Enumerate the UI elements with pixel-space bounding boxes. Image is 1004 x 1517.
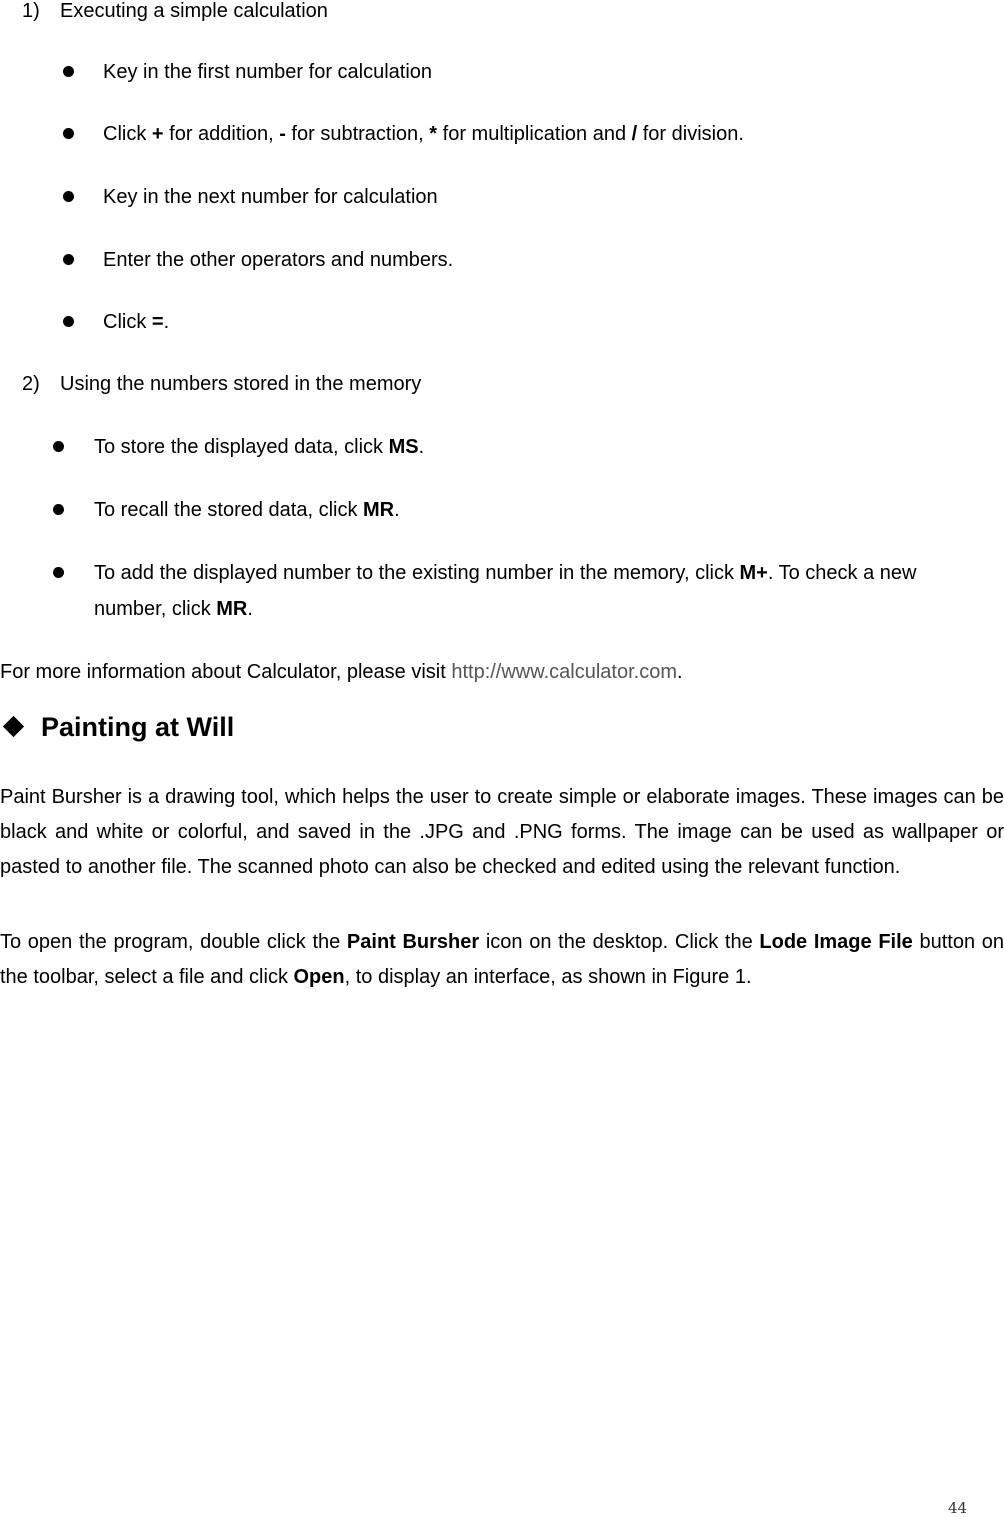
bullet-dot bbox=[53, 504, 64, 515]
section-heading: Painting at Will bbox=[0, 711, 234, 743]
list-item: Click =. bbox=[103, 311, 170, 333]
section2-title: Using the numbers stored in the memory bbox=[60, 373, 422, 395]
paragraph-open-program: To open the program, double click the Paint Bursher icon on the desktop. Click the Lode Image File button on the toolbar, select a file and click Open, to display an interface, as shown in Figure 1. bbox=[0, 931, 1004, 988]
page-number: 44 bbox=[948, 1499, 968, 1517]
list-item: Click + for addition, - for subtraction, * for multiplication and / for division. bbox=[103, 123, 744, 145]
list-item: To add the displayed number to the existing number in the memory, click M+. To check a new bbox=[94, 562, 917, 584]
info-line: For more information about Calculator, please visit http://www.calculator.com. bbox=[0, 661, 683, 683]
bullet-dot bbox=[63, 254, 74, 265]
bullet-dot bbox=[63, 128, 74, 139]
section1-number: 1) bbox=[22, 0, 40, 22]
bullet-dot bbox=[53, 441, 64, 452]
list-item: To recall the stored data, click MR. bbox=[94, 499, 400, 521]
diamond-bullet-icon bbox=[3, 716, 24, 737]
calculator-link[interactable]: http://www.calculator.com bbox=[451, 661, 677, 683]
paragraph-intro: Paint Bursher is a drawing tool, which helps the user to create simple or elaborate images. These images can be black and white or colorful, and saved in the .JPG and .PNG forms. The image can be used as wallpaper or pasted to another file. The scanned photo can also be checked and edited using the relevant function. bbox=[0, 786, 1004, 878]
section2-number: 2) bbox=[22, 373, 40, 395]
section1-title: Executing a simple calculation bbox=[60, 0, 328, 22]
list-item: Key in the next number for calculation bbox=[103, 186, 438, 208]
bullet-dot bbox=[63, 191, 74, 202]
bullet-dot bbox=[53, 567, 64, 578]
bullet-dot bbox=[63, 316, 74, 327]
bullet-dot bbox=[63, 66, 74, 77]
list-item: Key in the first number for calculation bbox=[103, 61, 433, 83]
list-item: To store the displayed data, click MS. bbox=[94, 436, 425, 458]
list-item-continuation: number, click MR. bbox=[94, 598, 253, 620]
list-item: Enter the other operators and numbers. bbox=[103, 249, 454, 271]
